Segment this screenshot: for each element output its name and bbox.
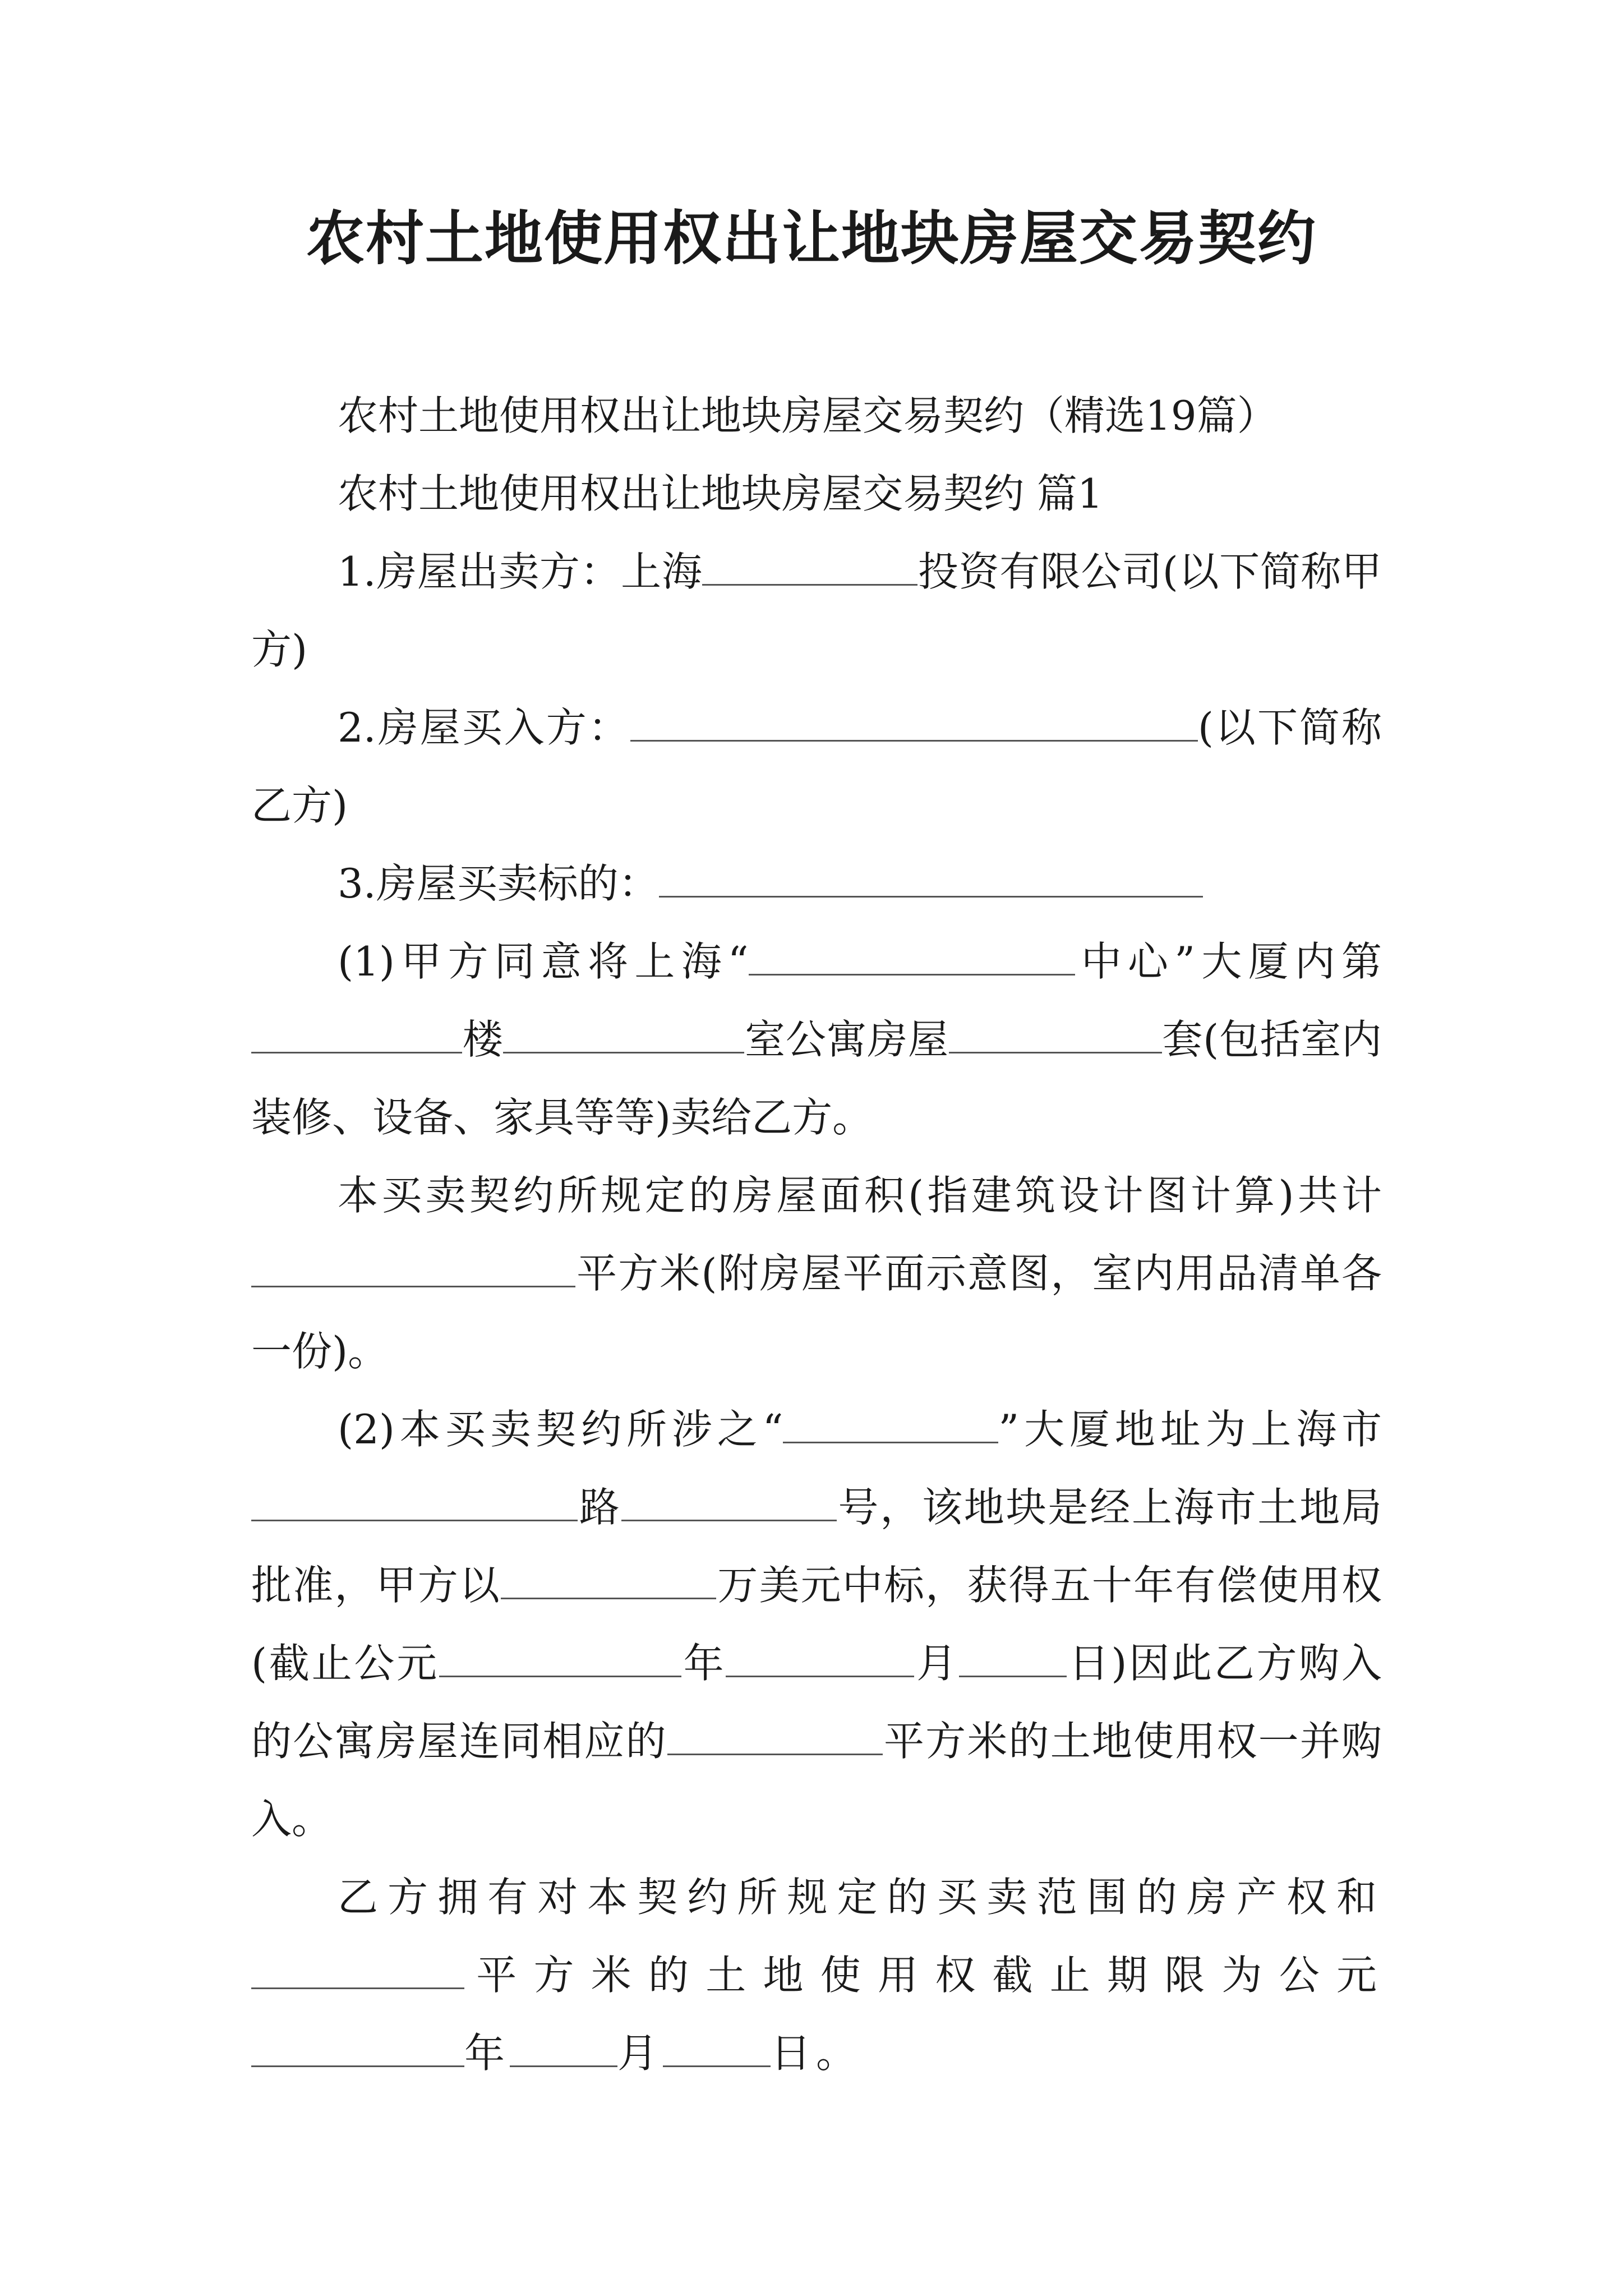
text-segment: 号，该地块是经上海市土地局批准，甲方以	[251, 1484, 1382, 1609]
fill-blank	[726, 1639, 914, 1677]
fill-blank	[501, 1561, 716, 1599]
document-body	[251, 377, 1382, 2092]
paragraph-subject	[251, 845, 1382, 923]
text-segment: 日)因此乙方购入的公寓房屋连同相应的	[251, 1640, 1382, 1765]
text-segment: 中心”大厦内第	[1075, 938, 1382, 985]
fill-blank	[510, 2029, 617, 2067]
text-segment: 楼	[462, 1016, 504, 1063]
text-segment: 本买卖契约所规定的房屋面积(指建筑设计图计算)共计	[338, 1172, 1382, 1219]
text-segment: 年	[681, 1640, 726, 1687]
text-segment: 3.房屋买卖标的：	[338, 860, 659, 907]
fill-blank	[251, 1249, 575, 1287]
text-segment: 套(包括室内装修、设备、家具等等)卖给乙方。	[251, 1016, 1382, 1141]
paragraph-section-heading	[251, 455, 1382, 533]
fill-blank	[749, 937, 1075, 976]
paragraph-rights	[251, 1858, 1382, 2092]
paragraph-subtitle	[251, 377, 1382, 455]
fill-blank	[630, 703, 1198, 742]
fill-blank	[251, 2029, 464, 2067]
text-segment: 2.房屋买入方：	[338, 704, 630, 751]
text-segment: 年	[464, 2030, 510, 2077]
fill-blank	[667, 1717, 883, 1755]
text-segment: 平方米(附房屋平面示意图，室内用品清单各一份)。	[251, 1250, 1382, 1375]
fill-blank	[621, 1483, 837, 1521]
text-segment: 月	[914, 1640, 959, 1687]
fill-blank	[663, 2029, 771, 2067]
text-segment: 月	[617, 2030, 663, 2077]
text-segment: 万美元中标，获得五十年有偿使用权(截止公元	[251, 1562, 1382, 1687]
paragraph-area	[251, 1157, 1382, 1391]
paragraph-buyer	[251, 689, 1382, 845]
fill-blank	[251, 1015, 462, 1053]
fill-blank	[503, 1015, 744, 1053]
text-segment: 路	[578, 1484, 621, 1531]
fill-blank	[949, 1015, 1162, 1053]
text-segment: 平方米的土地使用权截止期限为公元	[464, 1952, 1382, 1999]
fill-blank	[251, 1951, 464, 1989]
paragraph-seller	[251, 533, 1382, 689]
paragraph-clause-2	[251, 1391, 1382, 1858]
fill-blank	[702, 547, 917, 586]
fill-blank	[251, 1483, 578, 1521]
fill-blank	[783, 1405, 998, 1443]
paragraph-clause-1	[251, 923, 1382, 1157]
text-segment: 农村土地使用权出让地块房屋交易契约 篇1	[338, 470, 1103, 517]
text-segment: 投资有限公司(以下简称甲方)	[251, 548, 1382, 673]
document-title: 农村土地使用权出让地块房屋交易契约	[306, 204, 1317, 273]
text-segment: 日。	[771, 2030, 862, 2077]
text-segment: 农村土地使用权出让地块房屋交易契约（精选19篇）	[338, 392, 1278, 439]
fill-blank	[659, 859, 1203, 898]
text-segment: (1)甲方同意将上海“	[338, 938, 749, 985]
text-segment: (2)本买卖契约所涉之“	[338, 1406, 783, 1453]
text-segment: 室公寓房屋	[744, 1016, 949, 1063]
text-segment: ”大厦地址为上海市	[998, 1406, 1382, 1453]
text-segment: 1.房屋出卖方：上海	[338, 548, 703, 595]
fill-blank	[959, 1639, 1067, 1677]
text-segment: 乙方拥有对本契约所规定的买卖范围的房产权和	[338, 1874, 1382, 1921]
fill-blank	[439, 1639, 681, 1677]
text-segment: 平方米的土地使用权一并购入。	[251, 1718, 1382, 1843]
text-segment: (以下简称乙方)	[251, 704, 1382, 829]
